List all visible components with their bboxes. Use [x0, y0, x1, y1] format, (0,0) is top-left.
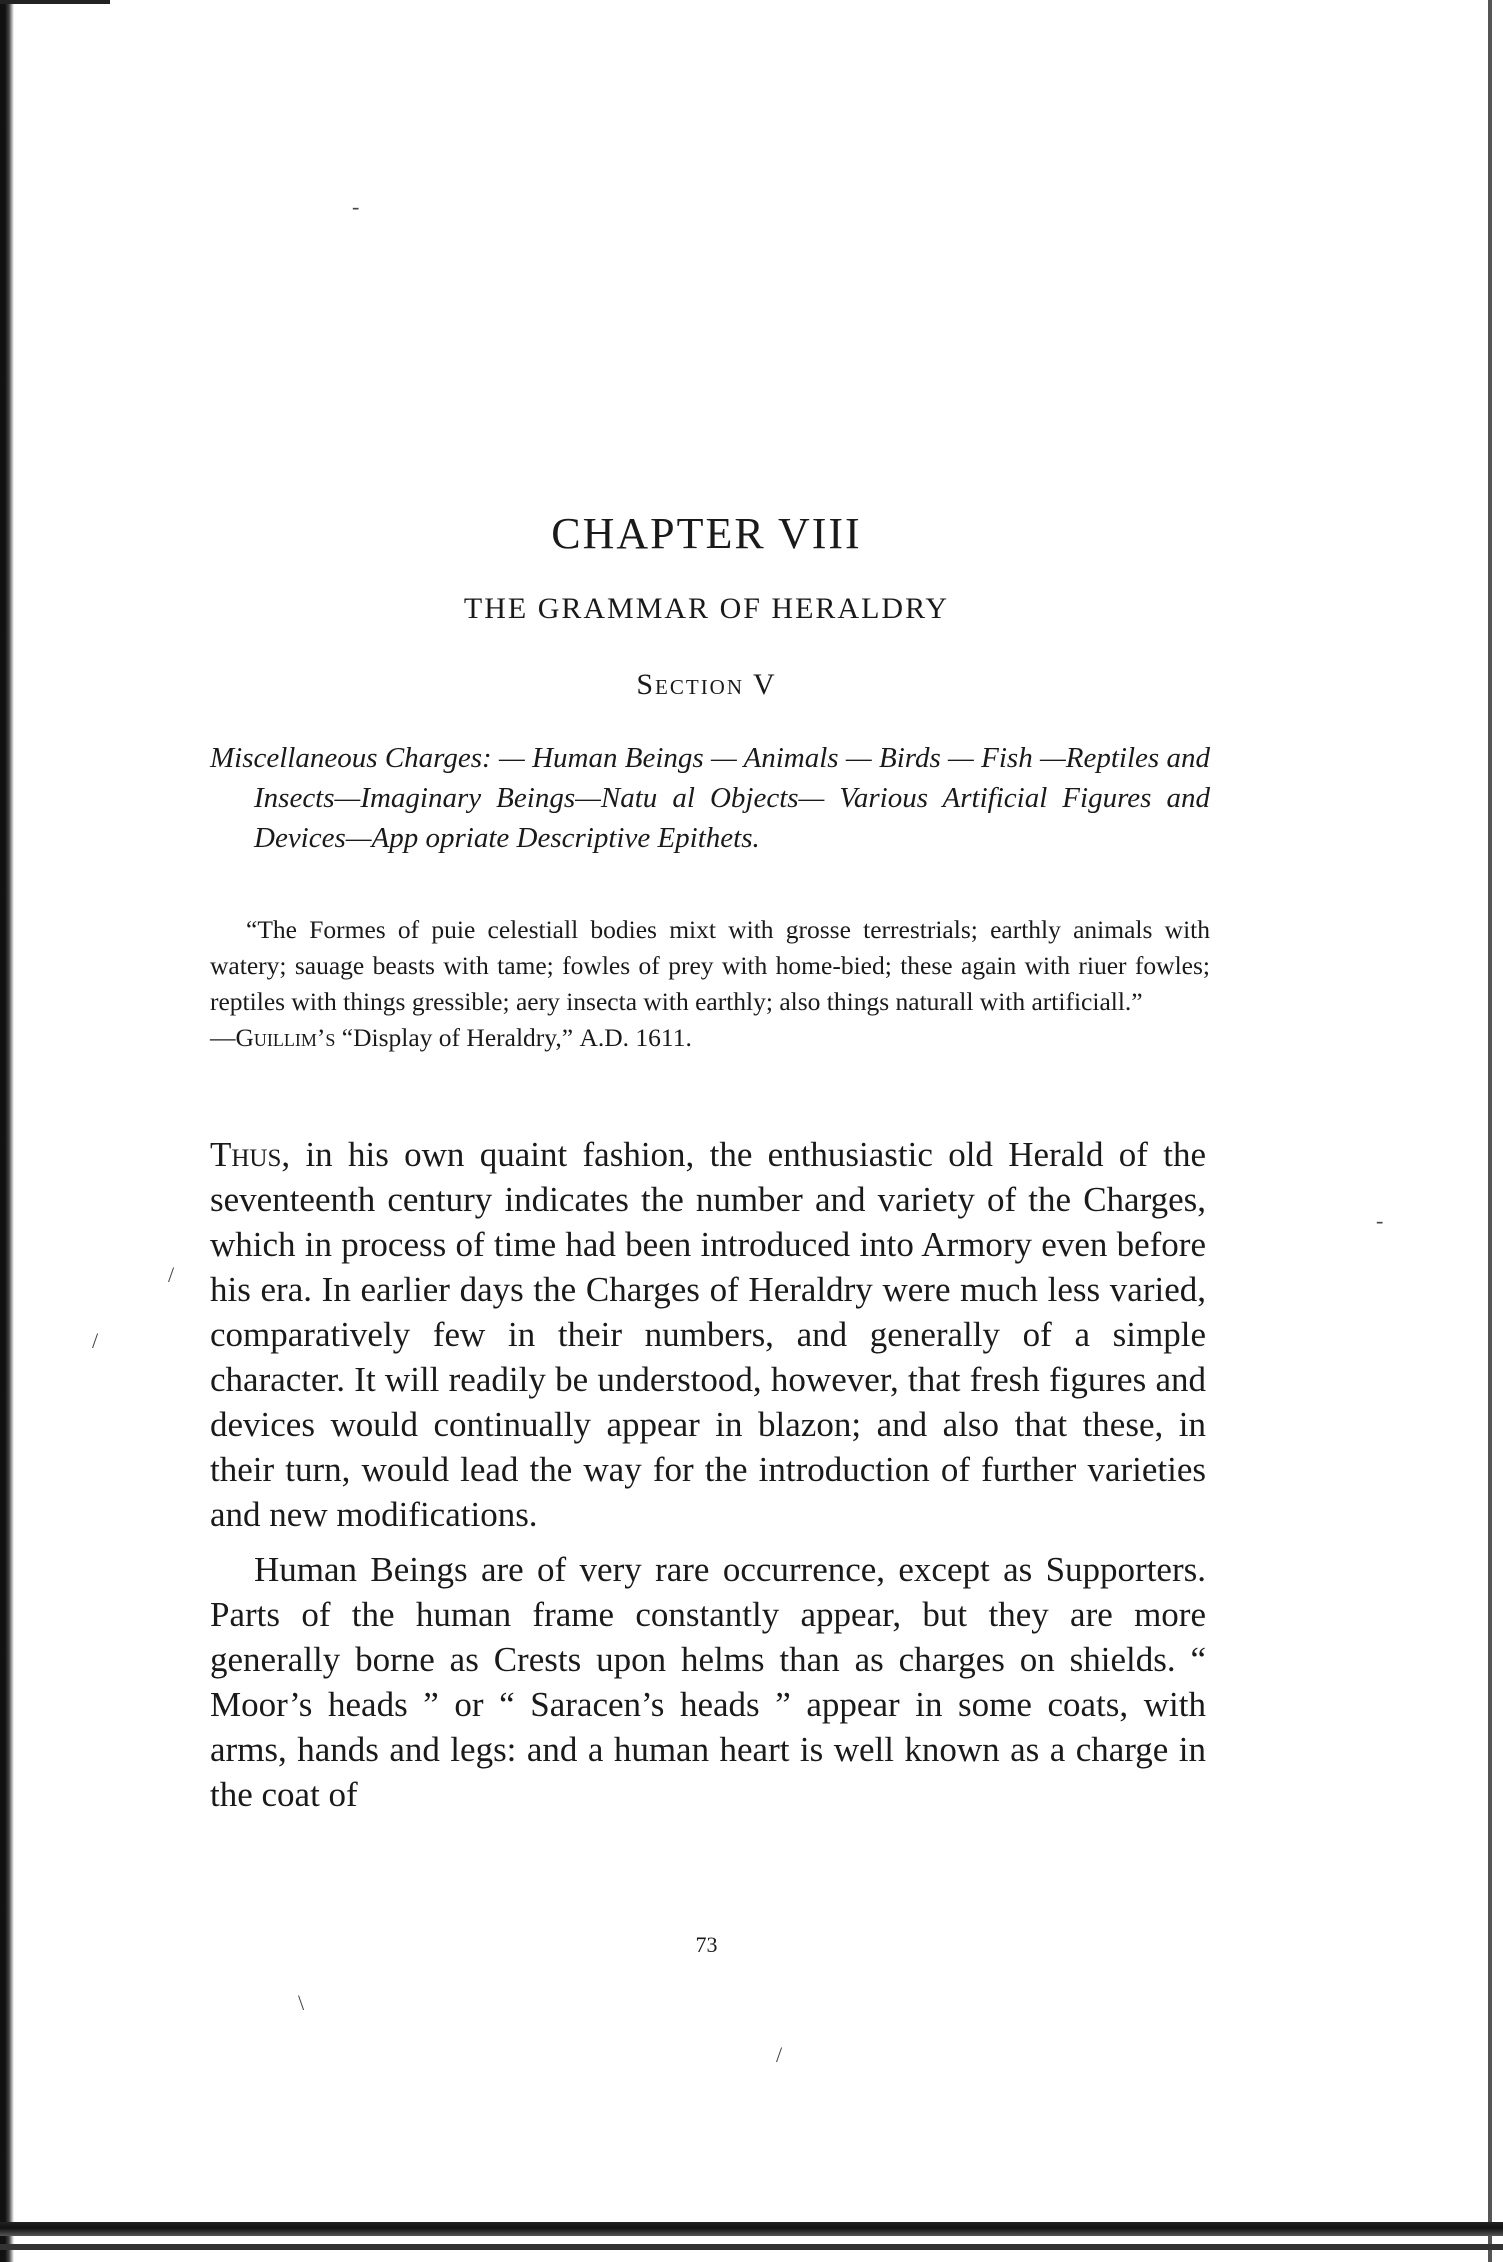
- attribution-author: —Guillim’s: [210, 1023, 336, 1052]
- scan-edge-bottom-lower: [0, 2244, 1503, 2250]
- section-label: Section V: [636, 668, 777, 701]
- lead-word: Thus,: [210, 1135, 291, 1174]
- epigraph: [210, 912, 1210, 1056]
- chapter-summary-text: Miscellaneous Charges: — Human Beings — Animals — Birds — Fish —Reptiles and Insects—Imaginary Beings—Natu al Objects— Various Artificial Figures and Devices—App opriate Descriptive Epithets.: [210, 742, 1210, 854]
- scan-speck: /: [92, 1328, 99, 1353]
- scan-speck: -: [352, 194, 360, 219]
- paragraph-1-text: in his own quaint fashion, the enthusiastic old Herald of the seventeenth century indicates the number and variety of the Charges, which in process of time had been introduced into Armory even before his era. In earlier days the Charges of Heraldry were much less varied, comparatively few in their numbers, and generally of a simple character. It will readily be understood, however, that fresh figures and devices would continually appear in blazon; and also that these, in their turn, would lead the way for the introduction of further varieties and new modifications.: [210, 1135, 1206, 1534]
- attribution-year: A.D. 1611.: [579, 1023, 692, 1052]
- scan-edge-left: [0, 0, 14, 2262]
- scan-edge-right: [1488, 0, 1492, 2262]
- epigraph-quote: “The Formes of puie celestiall bodies mixt with grosse terrestrials; earthly animals with watery; sauage beasts with tame; fowles of prey with home-bied; these again with riuer fowles; reptiles with things gressible; aery insecta with earthly; also things naturall with artificiall.”: [210, 915, 1210, 1016]
- epigraph-attribution: [210, 1020, 1210, 1056]
- scan-speck: /: [776, 2042, 783, 2067]
- part-title: THE GRAMMAR OF HERALDRY: [463, 592, 950, 625]
- attribution-work: “Display of Heraldry,”: [341, 1023, 574, 1052]
- chapter-title: CHAPTER VIII: [551, 509, 862, 558]
- scan-speck: /: [168, 1262, 175, 1287]
- paragraph-1: [210, 1132, 1206, 1537]
- chapter-summary: [210, 738, 1210, 858]
- scan-edge-bottom: [0, 2222, 1503, 2236]
- scan-edge-top: [0, 0, 110, 4]
- scan-speck: \: [298, 1990, 305, 2015]
- paragraph-2: Human Beings are of very rare occurrence, except as Supporters. Parts of the human frame constantly appear, but they are more generally borne as Crests upon helms than as charges on shields. “ Moor’s heads ” or “ Saracen’s heads ” appear in some coats, with arms, hands and legs: and a human heart is well known as a charge in the coat of: [210, 1550, 1206, 1814]
- body-text: [210, 1132, 1206, 1827]
- scan-speck: -: [1376, 1208, 1384, 1233]
- page-number: 73: [695, 1932, 718, 1957]
